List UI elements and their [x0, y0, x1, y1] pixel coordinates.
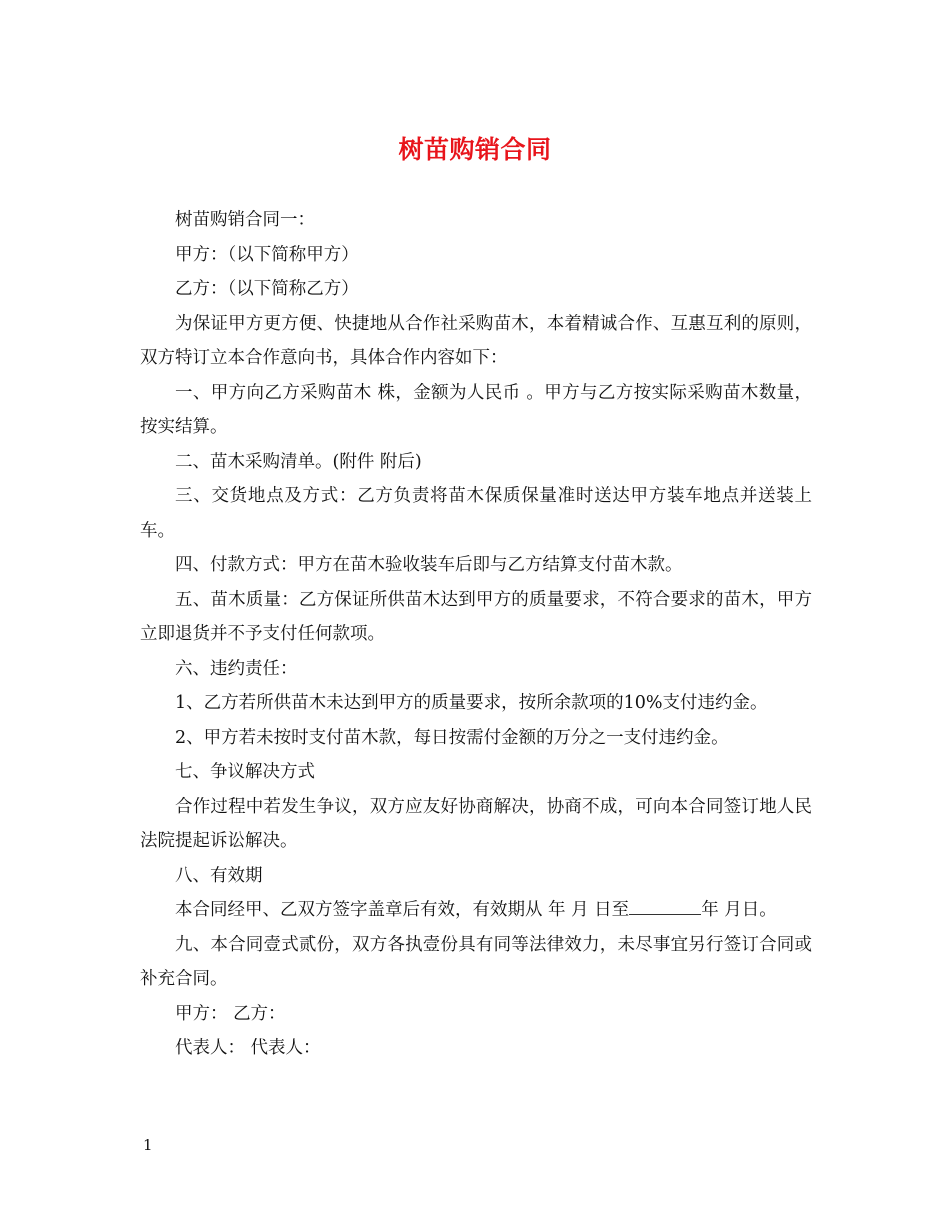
page-number: 1: [143, 1136, 153, 1154]
paragraph-clause-6: 六、违约责任：: [175, 658, 298, 679]
contract-body: [140, 203, 812, 1066]
paragraph-clause-3: 三、交货地点及方式：乙方负责将苗木保质保量准时送达甲方装车地点并送装上车。: [140, 486, 812, 541]
paragraph-clause-5: 五、苗木质量：乙方保证所供苗木达到甲方的质量要求，不符合要求的苗木，甲方立即退货并不予支付任何款项。: [140, 589, 812, 644]
paragraph-clause-2: 二、苗木采购清单。(附件 附后): [175, 451, 422, 472]
validity-blank-line: [629, 896, 701, 915]
paragraph-clause-9: 九、本合同壹式贰份，双方各执壹份具有同等法律效力，未尽事宜另行签订合同或补充合同。: [140, 934, 812, 989]
paragraph-clause-7: 七、争议解决方式: [175, 762, 315, 782]
signature-representatives: 代表人： 代表人：: [175, 1038, 321, 1058]
paragraph-party-a: 甲方：（以下简称甲方）: [175, 244, 359, 265]
paragraph-clause-1: 一、甲方向乙方采购苗木 株，金额为人民币 。甲方与乙方按实际采购苗木数量，按实结算。: [140, 382, 812, 437]
validity-text-end: 年 月日。: [701, 900, 777, 920]
paragraph-party-b: 乙方：（以下简称乙方）: [175, 279, 359, 299]
paragraph-validity: [140, 893, 812, 928]
signature-parties: 甲方： 乙方：: [175, 1003, 286, 1024]
paragraph-clause-6-1: 1、乙方若所供苗木未达到甲方的质量要求，按所余款项的10%支付违约金。: [175, 693, 768, 713]
validity-text-start: 本合同经甲、乙双方签字盖章后有效，有效期从 年 月 日至: [175, 900, 630, 920]
document-title: 树苗购销合同: [398, 135, 552, 164]
paragraph-purpose: 为保证甲方更方便、快捷地从合作社采购苗木，本着精诚合作、互惠互利的原则，双方特订立本合作意向书，具体合作内容如下：: [140, 313, 812, 368]
paragraph-clause-8: 八、有效期: [175, 865, 263, 886]
paragraph-dispute: 合作过程中若发生争议，双方应友好协商解决，协商不成，可向本合同签订地人民法院提起诉讼解决。: [140, 796, 812, 851]
paragraph-clause-4: 四、付款方式：甲方在苗木验收装车后即与乙方结算支付苗木款。: [175, 555, 683, 575]
paragraph-clause-6-2: 2、甲方若未按时支付苗木款，每日按需付金额的万分之一支付违约金。: [175, 727, 729, 748]
paragraph-intro: 树苗购销合同一：: [175, 210, 315, 230]
